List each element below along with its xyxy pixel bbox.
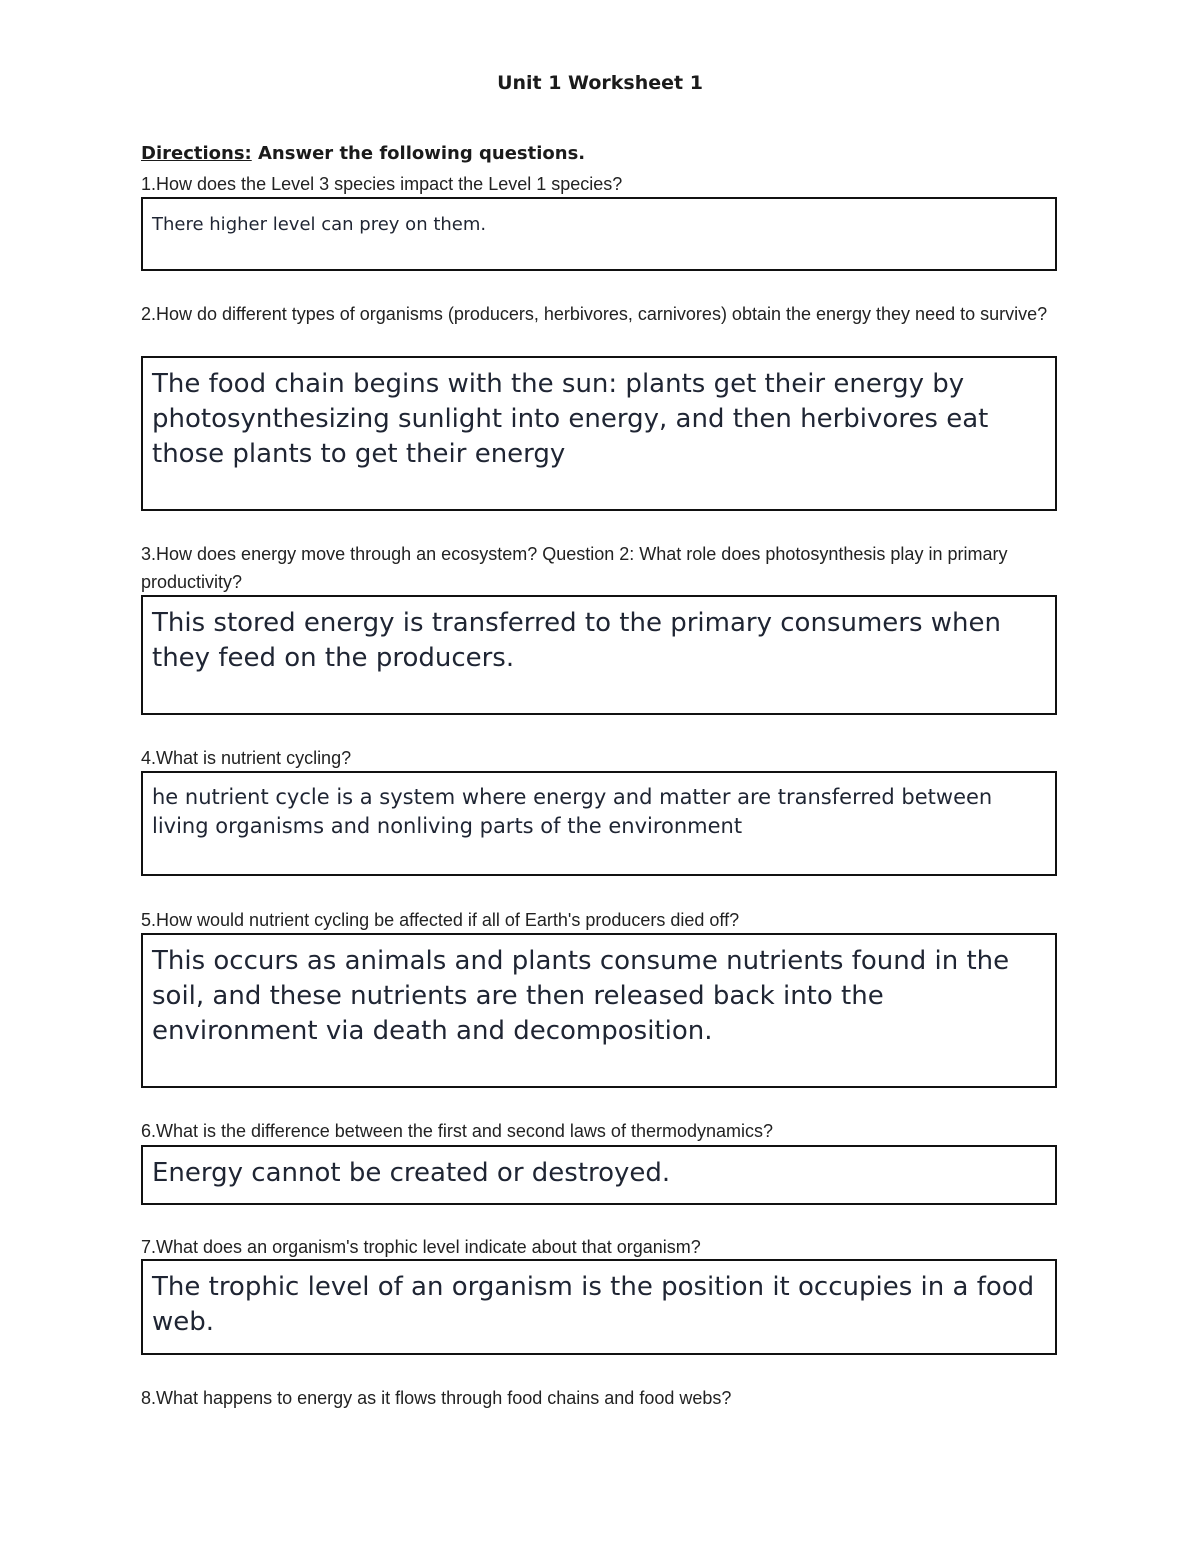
directions [141, 143, 585, 164]
answer-4-box[interactable]: he nutrient cycle is a system where energy and matter are transferred between living organisms and nonliving parts of the environment [141, 771, 1057, 876]
question-8-prompt: 8.What happens to energy as it flows through food chains and food webs? [141, 1388, 732, 1408]
answer-1-box[interactable]: There higher level can prey on them. [141, 197, 1057, 271]
question-3-prompt: 3.How does energy move through an ecosystem? Question 2: What role does photosynthesis play in primary productivity? [141, 544, 1008, 592]
question-2-prompt: 2.How do different types of organisms (producers, herbivores, carnivores) obtain the energy they need to survive? [141, 304, 1048, 324]
question-7-prompt: 7.What does an organism's trophic level indicate about that organism? [141, 1237, 701, 1257]
directions-text: Answer the following questions. [251, 143, 586, 164]
directions-label: Directions: [141, 143, 252, 164]
question-6-prompt: 6.What is the difference between the first and second laws of thermodynamics? [141, 1121, 774, 1141]
question-5-prompt: 5.How would nutrient cycling be affected if all of Earth's producers died off? [141, 910, 740, 930]
answer-5-box[interactable]: This occurs as animals and plants consume nutrients found in the soil, and these nutrients are then released back into the environment via death and decomposition. [141, 933, 1057, 1088]
answer-6-box[interactable]: Energy cannot be created or destroyed. [141, 1145, 1057, 1205]
question-1-prompt: 1.How does the Level 3 species impact the Level 1 species? [141, 174, 623, 194]
worksheet-title: Unit 1 Worksheet 1 [497, 72, 703, 94]
answer-7-box[interactable]: The trophic level of an organism is the position it occupies in a food web. [141, 1259, 1057, 1355]
answer-2-box[interactable]: The food chain begins with the sun: plants get their energy by photosynthesizing sunlight into energy, and then herbivores eat those plants to get their energy [141, 356, 1057, 511]
answer-3-box[interactable]: This stored energy is transferred to the primary consumers when they feed on the producers. [141, 595, 1057, 715]
question-4-prompt: 4.What is nutrient cycling? [141, 748, 352, 768]
